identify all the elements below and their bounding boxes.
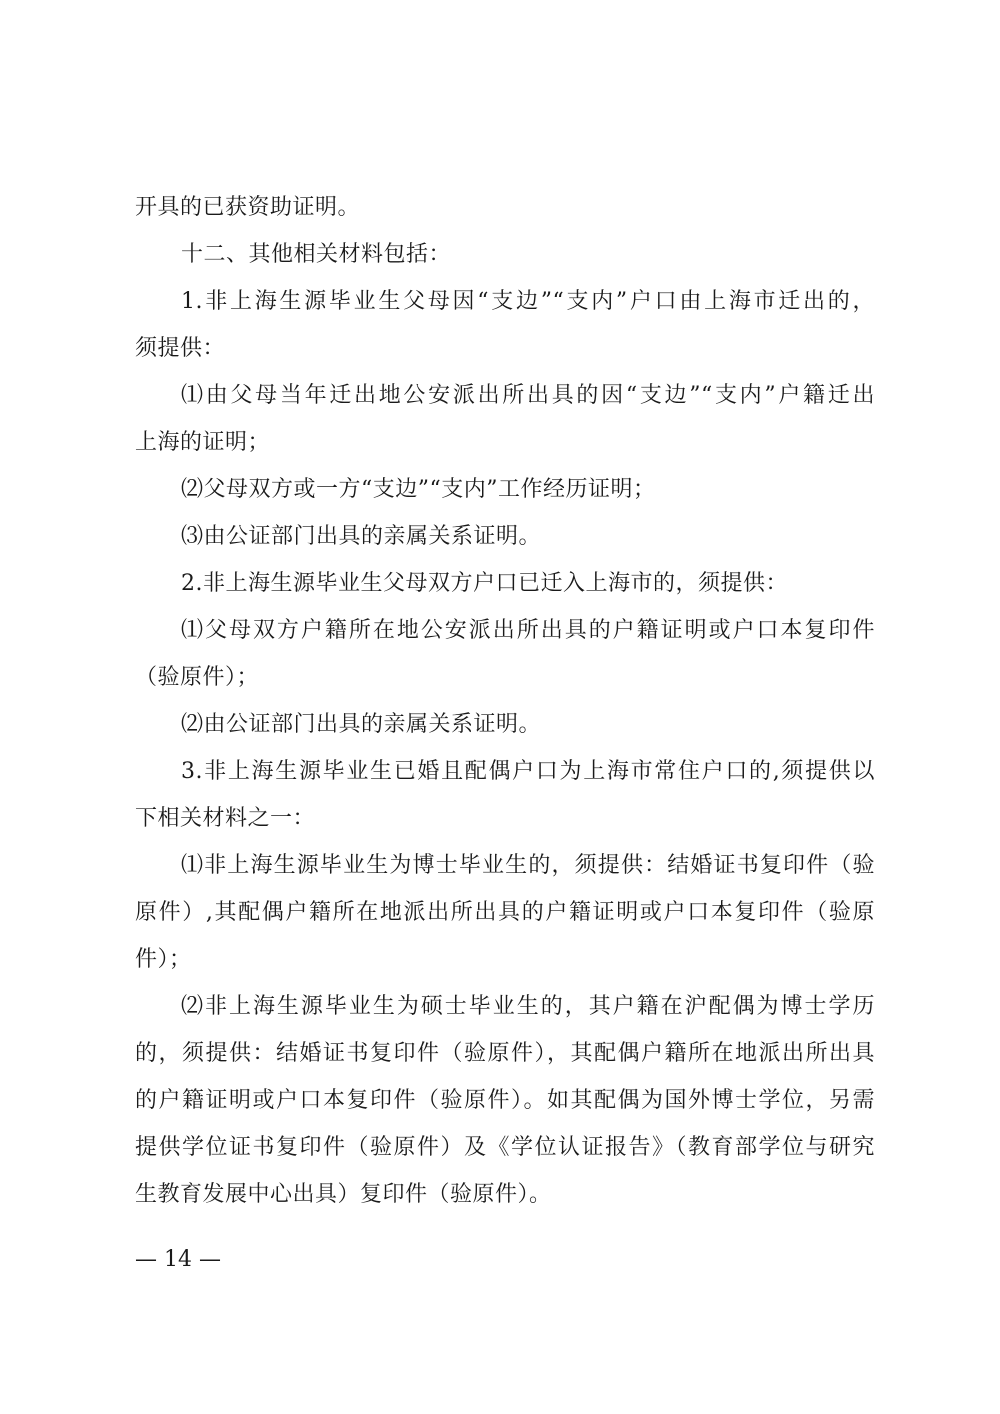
section-heading: 十二、其他相关材料包括： xyxy=(181,242,452,267)
text-line: 下相关材料之一： xyxy=(135,806,316,831)
text-line: 开具的已获资助证明。 xyxy=(135,195,361,220)
page-number: — 14 — xyxy=(135,1247,221,1272)
text-line: ⑵由公证部门出具的亲属关系证明。 xyxy=(181,712,542,737)
text-line: ⑴父母双方户籍所在地公安派出所出具的户籍证明或户口本复印件 xyxy=(181,618,875,643)
text-line: ⑵非上海生源毕业生为硕士毕业生的，其户籍在沪配偶为博士学历 xyxy=(181,994,875,1019)
text-line: ⑴非上海生源毕业生为博士毕业生的，须提供：结婚证书复印件（验 xyxy=(181,853,875,878)
text-line: 原件）,其配偶户籍所在地派出所出具的户籍证明或户口本复印件（验原 xyxy=(135,900,875,925)
text-line: （验原件）； xyxy=(135,665,260,690)
text-line: 3.非上海生源毕业生已婚且配偶户口为上海市常住户口的,须提供以 xyxy=(181,759,875,784)
text-line: 须提供： xyxy=(135,336,226,361)
text-line: 的户籍证明或户口本复印件（验原件）。如其配偶为国外博士学位，另需 xyxy=(135,1088,875,1113)
text-line: 上海的证明； xyxy=(135,430,271,455)
text-line: 1.非上海生源毕业生父母因“支边”“支内”户口由上海市迁出的， xyxy=(181,289,875,314)
text-line: 生教育发展中心出具）复印件（验原件）。 xyxy=(135,1182,552,1207)
text-line: ⑵父母双方或一方“支边”“支内”工作经历证明； xyxy=(181,477,656,502)
text-line: ⑴由父母当年迁出地公安派出所出具的因“支边”“支内”户籍迁出 xyxy=(181,383,875,408)
document-body xyxy=(135,184,875,1218)
text-line: ⑶由公证部门出具的亲属关系证明。 xyxy=(181,524,542,549)
text-line: 2.非上海生源毕业生父母双方户口已迁入上海市的，须提供： xyxy=(181,571,788,596)
text-line: 的，须提供：结婚证书复印件（验原件），其配偶户籍所在地派出所出具 xyxy=(135,1041,875,1066)
text-line: 提供学位证书复印件（验原件）及《学位认证报告》（教育部学位与研究 xyxy=(135,1135,875,1160)
text-line: 件）； xyxy=(135,947,192,972)
